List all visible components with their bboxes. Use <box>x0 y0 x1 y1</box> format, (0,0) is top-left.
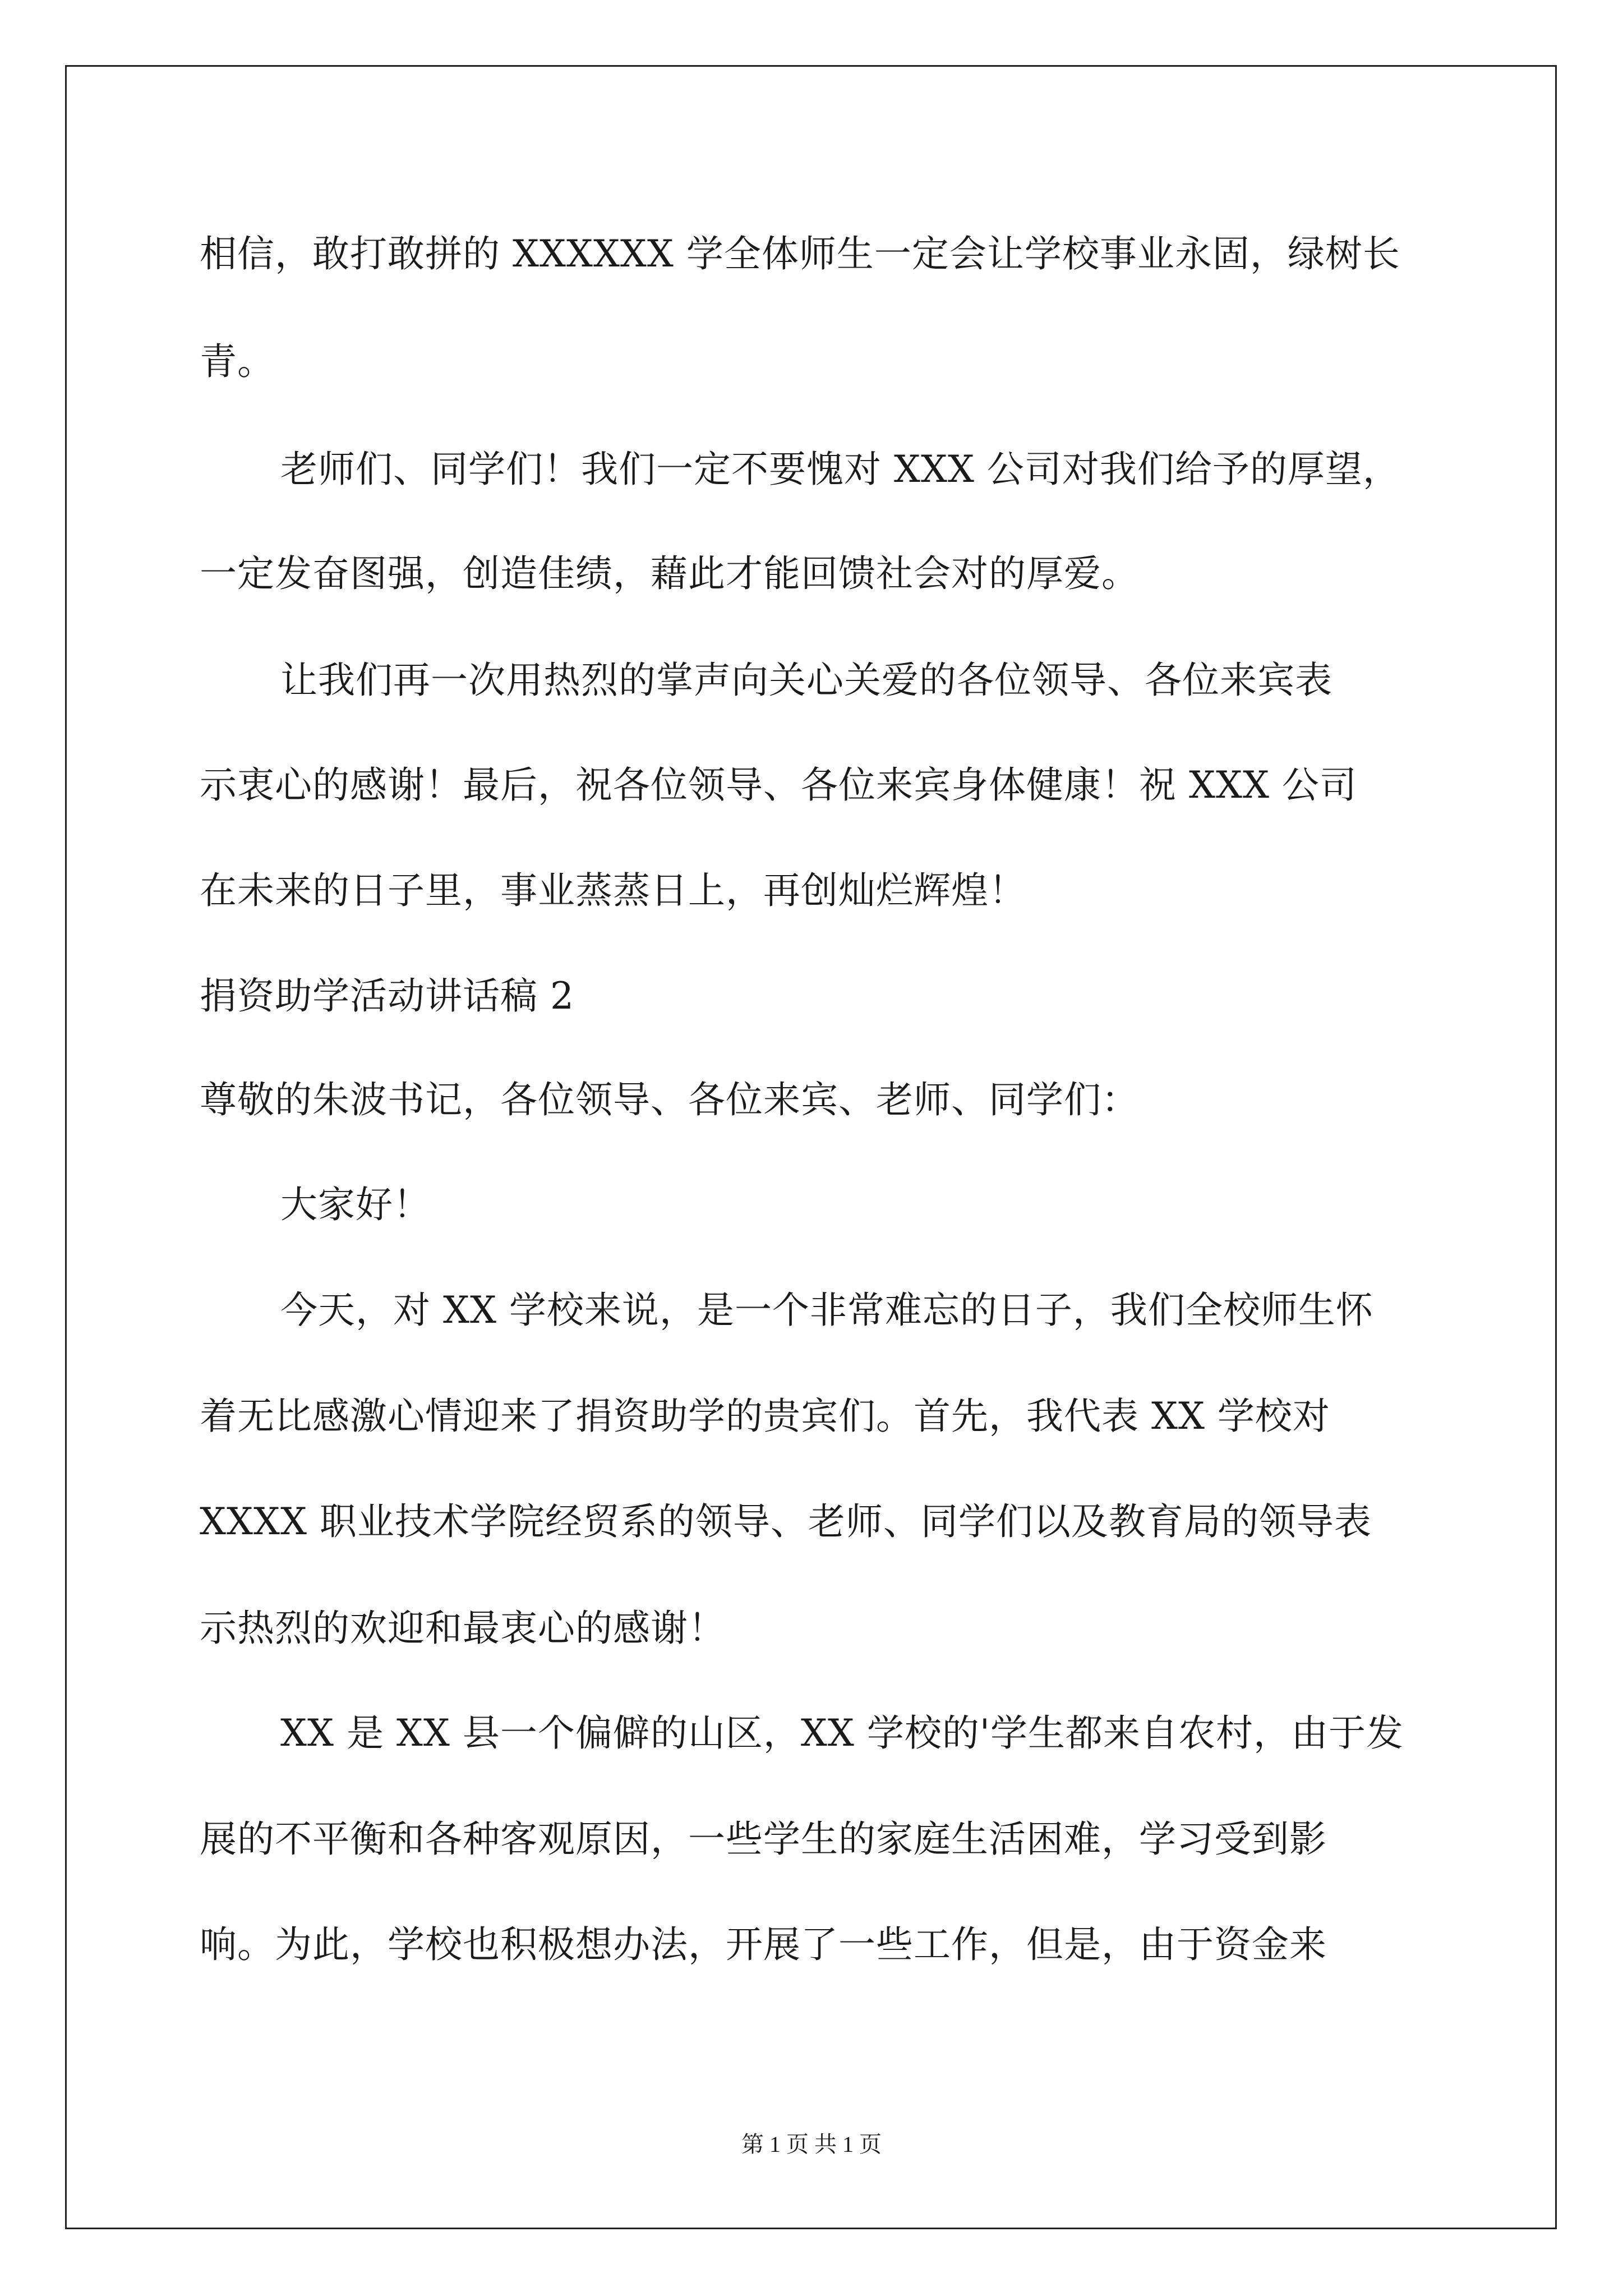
text-line: 老师们、同学们！我们一定不要愧对 XXX 公司对我们给予的厚望， <box>280 448 1400 491</box>
text-line: 一定发奋图强，创造佳绩，藉此才能回馈社会对的厚爱。 <box>200 552 1139 595</box>
text-line: 示衷心的感谢！最后，祝各位领导、各位来宾身体健康！祝 XXX 公司 <box>200 763 1357 807</box>
text-line: XXXX 职业技术学院经贸系的领导、老师、同学们以及教育局的领导表 <box>200 1500 1372 1543</box>
text-line: 着无比感激心情迎来了捐资助学的贵宾们。首先，我代表 XX 学校对 <box>200 1395 1330 1438</box>
salutation: 尊敬的朱波书记，各位领导、各位来宾、老师、同学们： <box>200 1078 1139 1121</box>
page-number-footer: 第 1 页 共 1 页 <box>741 2132 882 2157</box>
text-line: 今天，对 XX 学校来说，是一个非常难忘的日子，我们全校师生怀 <box>280 1289 1373 1332</box>
section-title: 捐资助学活动讲话稿 2 <box>200 974 574 1018</box>
page-border <box>65 65 1557 2229</box>
greeting: 大家好！ <box>280 1183 431 1226</box>
text-line: 相信，敢打敢拼的 XXXXXX 学全体师生一定会让学校事业永固，绿树长 <box>200 232 1400 275</box>
text-line: 展的不平衡和各种客观原因，一些学生的家庭生活困难，学习受到影 <box>200 1818 1327 1861</box>
text-line: 在未来的日子里，事业蒸蒸日上，再创灿烂辉煌！ <box>200 869 1026 912</box>
text-line: 响。为此，学校也积极想办法，开展了一些工作，但是，由于资金来 <box>200 1923 1327 1966</box>
text-line: 示热烈的欢迎和最衷心的感谢！ <box>200 1607 726 1650</box>
text-line: 让我们再一次用热烈的掌声向关心关爱的各位领导、各位来宾表 <box>280 659 1332 702</box>
text-line: XX 是 XX 县一个偏僻的山区，XX 学校的'学生都来自农村，由于发 <box>280 1711 1404 1755</box>
text-line: 青。 <box>200 340 275 383</box>
